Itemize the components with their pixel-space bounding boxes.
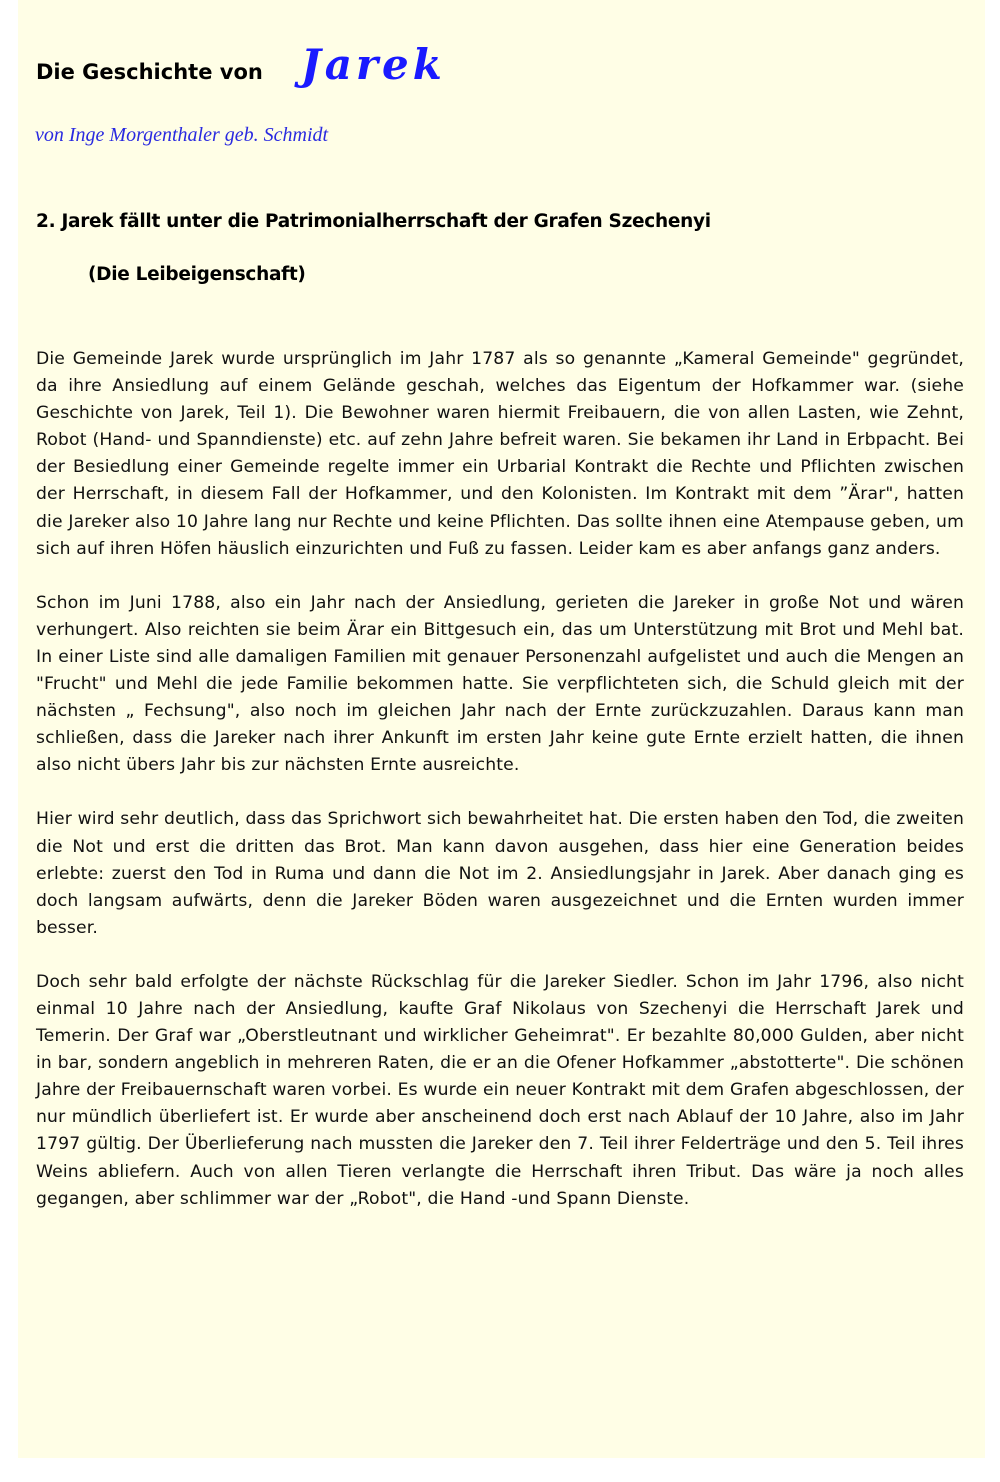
title-prefix: Die Geschichte von <box>36 60 263 84</box>
content-panel <box>18 0 985 1458</box>
page-title <box>36 40 446 89</box>
title-name: Jarek <box>300 40 446 89</box>
author-line: von Inge Morgenthaler geb. Schmidt <box>35 124 329 146</box>
section-subheading: (Die Leibeigenschaft) <box>88 264 306 285</box>
paragraph: Die Gemeinde Jarek wurde ursprünglich im Jahr 1787 als so genannte „Kameral Gemeinde" gegründet, da ihre Ansiedlung auf einem Gelände geschah, welches das Eigentum der Hofkammer war. (siehe Geschichte von Jarek, Teil 1). Die Bewohner waren hiermit Freibauern, die von allen Lasten, wie Zehnt, Robot (Hand- und Spanndienste) etc. auf zehn Jahre befreit waren. Sie bekamen ihr Land in Erbpacht. Bei der Besiedlung einer Gemeinde regelte immer ein Urbarial Kontrakt die Rechte und Pflichten zwischen der Herrschaft, in diesem Fall der Hofkammer, und den Kolonisten. Im Kontrakt mit dem ”Ärar", hatten die Jareker also 10 Jahre lang nur Rechte und keine Pflichten. Das sollte ihnen eine Atempause geben, um sich auf ihren Höfen häuslich einzurichten und Fuß zu fassen. Leider kam es aber anfangs ganz anders. <box>36 349 964 559</box>
section-heading: 2. Jarek fällt unter die Patrimonialherrschaft der Grafen Szechenyi <box>36 211 711 232</box>
paragraph: Hier wird sehr deutlich, dass das Sprichwort sich bewahrheitet hat. Die ersten haben den Tod, die zweiten die Not und erst die dritten das Brot. Man kann davon ausgehen, dass hier eine Generation beides erlebte: zuerst den Tod in Ruma und dann die Not im 2. Ansiedlungsjahr in Jarek. Aber danach ging es doch langsam aufwärts, denn die Jareker Böden waren ausgezeichnet und die Ernten wurden immer besser. <box>36 809 964 938</box>
paragraph: Schon im Juni 1788, also ein Jahr nach der Ansiedlung, gerieten die Jareker in große Not und wären verhungert. Also reichten sie beim Ärar ein Bittgesuch ein, das um Unterstützung mit Brot und Mehl bat. In einer Liste sind alle damaligen Familien mit genauer Personenzahl aufgelistet und auch die Mengen an "Frucht" und Mehl die jede Familie bekommen hatte. Sie verpflichteten sich, die Schuld gleich mit der nächsten „ Fechsung", also noch im gleichen Jahr nach der Ernte zurückzuzahlen. Daraus kann man schließen, dass die Jareker nach ihrer Ankunft im ersten Jahr keine gute Ernte erzielt hatten, die ihnen also nicht übers Jahr bis zur nächsten Ernte ausreichte. <box>36 592 964 776</box>
article-body <box>36 346 964 1240</box>
paragraph: Doch sehr bald erfolgte der nächste Rückschlag für die Jareker Siedler. Schon im Jahr 1796, also nicht einmal 10 Jahre nach der Ansiedlung, kaufte Graf Nikolaus von Szechenyi die Herrschaft Jarek und Temerin. Der Graf war „Oberstleutnant und wirklicher Geheimrat". Er bezahlte 80,000 Gulden, aber nicht in bar, sondern angeblich in mehreren Raten, die er an die Ofener Hofkammer „abstotterte". Die schönen Jahre der Freibauernschaft waren vorbei. Es wurde ein neuer Kontrakt mit dem Grafen abgeschlossen, der nur mündlich überliefert ist. Er wurde aber anscheinend doch erst nach Ablauf der 10 Jahre, also im Jahr 1797 gültig. Der Überlieferung nach mussten die Jareker den 7. Teil ihrer Felderträge und den 5. Teil ihres Weins abliefern. Auch von allen Tieren verlangte die Herrschaft ihren Tribut. Das wäre ja noch alles gegangen, aber schlimmer war der „Robot", die Hand -und Spann Dienste. <box>36 971 964 1209</box>
